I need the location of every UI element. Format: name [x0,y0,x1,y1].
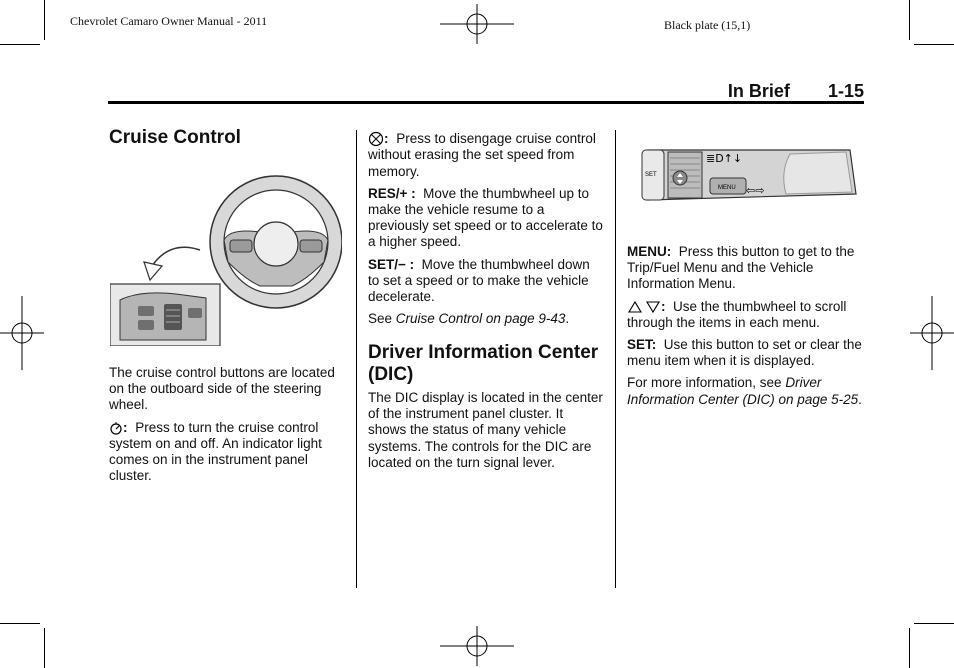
cancel-paragraph [368,131,604,180]
steering-wheel-illustration [110,170,342,346]
turn-signal-lever-illustration [640,142,860,206]
dic-set-label: SET: [627,337,657,353]
page-number: 1-15 [827,81,864,101]
onoff-label: : [123,419,128,435]
thumbwheel-paragraph [627,299,865,331]
header-rule [108,101,864,104]
dic-set-paragraph [627,337,865,369]
lever-set-label: SET [645,172,657,178]
column-divider [356,130,357,588]
menu-text: Press this button to get to the Trip/Fuel Menu and the Vehicle Information Menu. [627,244,855,292]
onoff-text: Press to turn the cruise control system on and off. An indicator light comes on in the instrument panel cluster. [109,419,322,484]
cancel-text: Press to disengage cruise control without erasing the set speed from memory. [368,131,596,179]
see-prefix: See [368,311,393,327]
menu-paragraph [627,244,865,293]
crop-mark [44,0,45,40]
see-reference [368,311,604,327]
registration-mark-left [0,296,44,370]
menu-label: MENU: [627,244,672,259]
thumbwheel-label: : [661,298,666,314]
svg-text:≣D↑↓: ≣D↑↓ [706,152,743,165]
onoff-paragraph [109,420,345,485]
cruise-page-link[interactable]: Cruise Control on page 9-43 [395,311,566,327]
see-suffix: . [565,311,570,327]
manual-title: Chevrolet Camaro Owner Manual - 2011 [70,14,268,28]
cruise-onoff-icon [109,421,123,435]
registration-mark-bottom [440,626,514,666]
registration-mark-top [440,4,514,44]
more-suffix: . [858,391,862,407]
cruise-intro-text: The cruise control buttons are located on the outboard side of the steering wheel. [109,365,335,413]
column-2-text [368,131,604,333]
column-1-text [109,365,345,490]
cruise-control-title: Cruise Control [109,127,241,148]
crop-mark [44,628,45,668]
section-header [728,81,864,102]
set-label: SET/− : [368,256,415,272]
crop-mark [909,0,910,40]
thumbwheel-up-down-icon [627,300,661,314]
more-prefix: For more information, see [627,375,782,391]
res-paragraph [368,186,604,251]
column-divider [615,130,616,588]
column-3-text [627,244,865,414]
set-paragraph [368,257,604,306]
crop-mark [0,44,40,45]
dic-set-text: Use this button to set or clear the menu item when it is displayed. [627,337,862,369]
svg-text:⇦⇨: ⇦⇨ [746,184,765,197]
registration-mark-right [910,296,954,370]
set-text: Move the thumbwheel down to set a speed or to make the vehicle decelerate. [368,256,590,305]
section-name: In Brief [727,81,790,101]
plate-label: Black plate (15,1) [664,18,751,32]
dic-text: The DIC display is located in the center of the instrument panel cluster. It shows the status of many vehicle systems. The controls for the DIC are located on the turn signal lever. [368,390,603,470]
crop-mark [914,623,954,624]
lever-menu-label: MENU [718,185,736,191]
crop-mark [909,628,910,668]
dic-page-link[interactable]: Driver Information Center (DIC) on page 5-25 [627,375,859,407]
crop-mark [914,44,954,45]
res-text: Move the thumbwheel up to make the vehicle resume to a previously set speed or to accelerate to a higher speed. [368,185,603,250]
dic-text-block [368,390,604,477]
more-info-paragraph [627,375,865,407]
cancel-label: : [384,131,389,146]
cruise-cancel-icon [368,131,384,147]
dic-title: Driver Information Center (DIC) [368,342,599,385]
res-label: RES/+ : [368,185,416,201]
thumbwheel-text: Use the thumbwheel to scroll through the items in each menu. [627,298,847,330]
crop-mark [0,623,40,624]
